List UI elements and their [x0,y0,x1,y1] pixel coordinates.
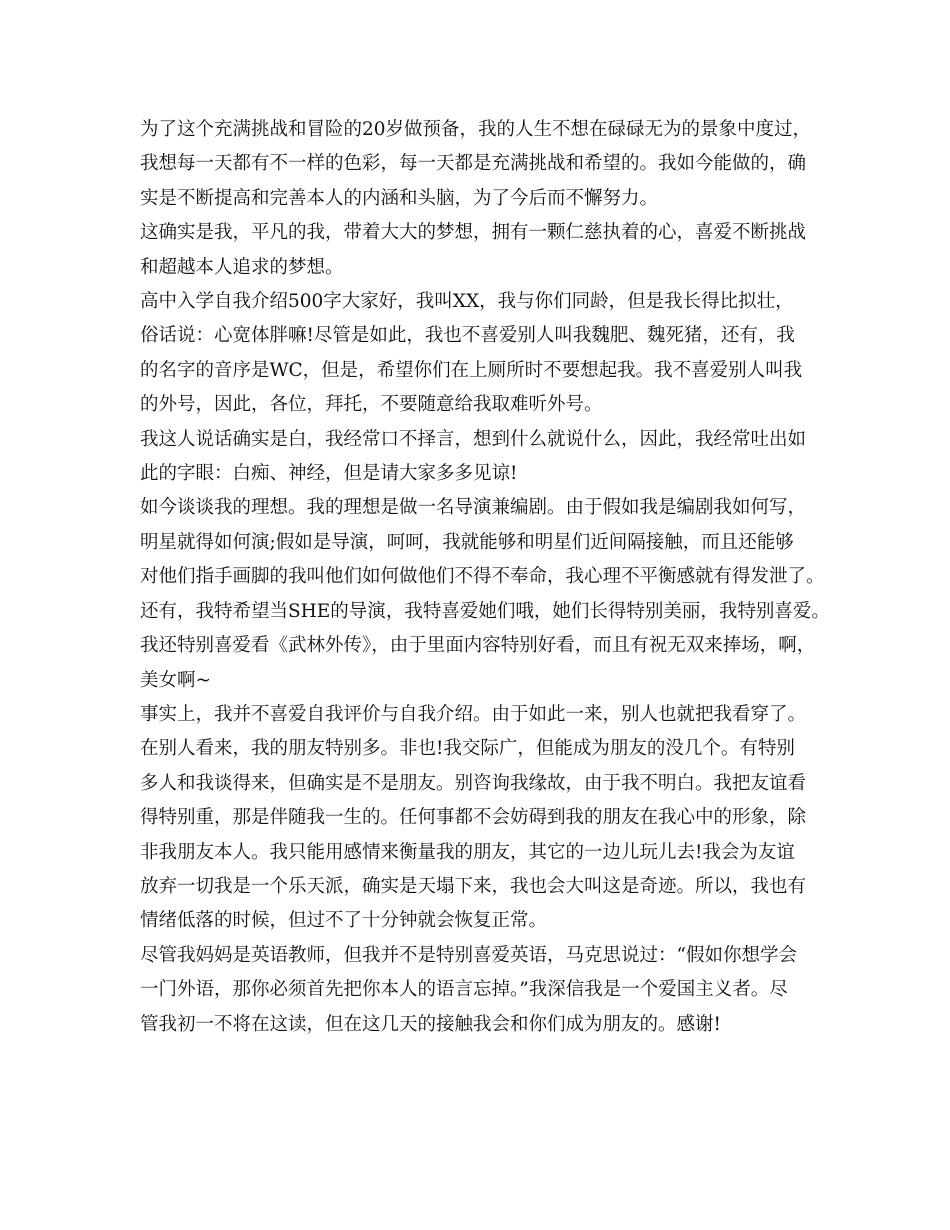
text-line: 尽管我妈妈是英语教师，但我并不是特别喜爱英语，马克思说过：“假如你想学会 [140,944,797,966]
text-line: 的名字的音序是WC，但是，希望你们在上厕所时不要想起我。我不喜爱别人叫我 [140,359,803,381]
text-line: 情绪低落的时候，但过不了十分钟就会恢复正常。 [140,910,548,932]
text-line: 还有，我特希望当SHE的导演，我特喜爱她们哦，她们长得特别美丽，我特别喜爱。 [140,600,830,622]
document-body-text [140,113,830,1042]
text-line: 明星就得如何演;假如是导演，呵呵，我就能够和明星们近间隔接触，而且还能够 [140,531,794,553]
text-line: 管我初一不将在这读，但在这几天的接触我会和你们成为朋友的。感谢! [140,1013,721,1035]
text-line: 事实上，我并不喜爱自我评价与自我介绍。由于如此一来，别人也就把我看穿了。 [140,703,807,725]
text-line: 如今谈谈我的理想。我的理想是做一名导演兼编剧。由于假如我是编剧我如何写， [140,497,807,519]
text-line: 俗话说：心宽体胖嘛!尽管是如此，我也不喜爱别人叫我魏肥、魏死猪，还有，我 [140,325,795,347]
text-line: 我这人说话确实是白，我经常口不择言，想到什么就说什么，因此，我经常吐出如 [140,428,807,450]
text-line: 和超越本人追求的梦想。 [140,256,344,278]
text-line: 实是不断提高和完善本人的内涵和头脑，为了今后而不懈努力。 [140,187,659,209]
text-line: 多人和我谈得来，但确实是不是朋友。别咨询我缘故，由于我不明白。我把友谊看 [140,772,807,794]
text-line: 高中入学自我介绍500字大家好，我叫XX，我与你们同龄，但是我长得比拟壮， [140,291,794,313]
text-line: 我还特别喜爱看《武林外传》，由于里面内容特别好看，而且有祝无双来捧场，啊， [140,635,816,657]
text-line: 此的字眼：白痴、神经，但是请大家多多见谅! [140,463,518,485]
text-line: 非我朋友本人。我只能用感情来衡量我的朋友，其它的一边儿玩儿去!我会为友谊 [140,841,795,863]
text-line: 这确实是我，平凡的我，带着大大的梦想，拥有一颗仁慈执着的心，喜爱不断挑战 [140,222,807,244]
text-line: 在别人看来，我的朋友特别多。非也!我交际广，但能成为朋友的没几个。有特别 [140,738,795,760]
text-line: 我想每一天都有不一样的色彩，每一天都是充满挑战和希望的。我如今能做的，确 [140,153,807,175]
text-line: 一门外语，那你必须首先把你本人的语言忘掉。”我深信我是一个爱国主义者。尽 [140,979,788,1001]
text-line: 为了这个充满挑战和冒险的20岁做预备，我的人生不想在碌碌无为的景象中度过， [140,119,812,140]
text-line: 美女啊~ [140,669,212,691]
text-line: 对他们指手画脚的我叫他们如何做他们不得不奉命，我心理不平衡感就有得发泄了。 [140,566,825,588]
text-line: 得特别重，那是伴随我一生的。任何事都不会妨碍到我的朋友在我心中的形象，除 [140,807,807,829]
text-line: 的外号，因此，各位，拜托，不要随意给我取难听外号。 [140,394,603,416]
text-line: 放弃一切我是一个乐天派，确实是天塌下来，我也会大叫这是奇迹。所以，我也有 [140,875,807,897]
